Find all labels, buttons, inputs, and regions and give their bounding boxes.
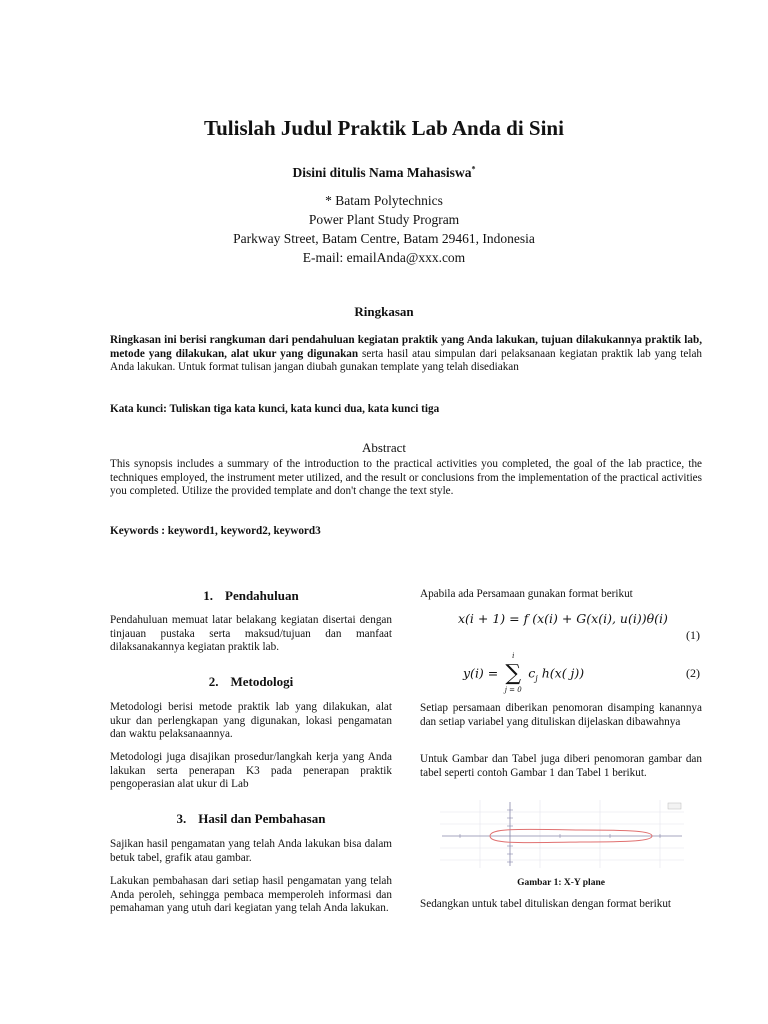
section-number: 3.	[176, 811, 187, 826]
affiliation-institution: * Batam Polytechnics	[325, 193, 443, 208]
figure-legend-box	[668, 803, 681, 809]
section-heading-pendahuluan	[110, 587, 392, 605]
equation-2	[463, 652, 585, 694]
equation-2-lhs: y(i) =	[463, 665, 499, 681]
author-name-text: Disini ditulis Nama Mahasiswa	[292, 165, 472, 180]
hasil-paragraph-1: Sajikan hasil pengamatan yang telah Anda lakukan bisa dalam betuk tabel, grafik atau gambar.	[110, 838, 392, 864]
section-title: Metodologi	[230, 674, 294, 689]
figure-table-note: Untuk Gambar dan Tabel juga diberi penomoran gambar dan tabel seperti contoh Gambar 1 dan Tabel 1 berikut.	[420, 753, 702, 779]
equation-explanation: Setiap persamaan diberikan penomoran disamping kanannya dan setiap variabel yang dituliskan dijelaskan dibawahnya	[420, 702, 702, 728]
section-heading-metodologi	[110, 673, 392, 691]
page-title: Tulislah Judul Praktik Lab Anda di Sini	[204, 116, 564, 140]
equation-2-coefficient: c	[528, 665, 536, 681]
equation-2-number: (2)	[686, 666, 700, 680]
author-name	[0, 164, 768, 182]
ringkasan-bold-text: Ringkasan ini berisi rangkuman dari pendahuluan kegiatan praktik yang Anda lakukan, tujuan dilakukannya praktik lab, metode yang dilakukan, alat ukur yang digunakan	[110, 334, 702, 360]
section-heading-hasil	[110, 810, 392, 828]
sum-upper-limit: i	[512, 652, 515, 660]
ringkasan-keywords: Kata kunci: Tuliskan tiga kata kunci, kata kunci dua, kata kunci tiga	[110, 403, 440, 415]
metodologi-paragraph-1: Metodologi berisi metode praktik lab yang dilakukan, alat ukur dan perlengkapan yang digunakan, lokasi pengamatan dan waktu pelaksanaannya.	[110, 701, 392, 741]
abstract-keywords: Keywords : keyword1, keyword2, keyword3	[110, 525, 321, 537]
equation-intro: Apabila ada Persamaan gunakan format berikut	[420, 588, 633, 600]
section-number: 2.	[208, 674, 219, 689]
equation-2-subscript: j	[535, 674, 538, 683]
ringkasan-heading: Ringkasan	[354, 304, 414, 319]
section-number: 1.	[203, 588, 214, 603]
summation-symbol: ∑ i j = 0	[502, 663, 524, 685]
xy-plane-figure	[440, 800, 684, 868]
equation-1: x(i + 1) = f (x(i) + G(x(i), u(i))θ(i)	[458, 611, 668, 626]
metodologi-paragraph-2: Metodologi juga disajikan prosedur/langkah kerja yang Anda lakukan serta penerapan K3 pada penerapan praktik pengoperasian alat ukur di Lab	[110, 751, 392, 791]
section-title: Hasil dan Pembahasan	[198, 811, 326, 826]
abstract-text: This synopsis includes a summary of the introduction to the practical activities you completed, the goal of the lab practice, the techniques employed, the instrument meter utilized, and the result or conclusions from the implementation of the practical activities you completed. Utilize the provided template and don't change the text style.	[110, 458, 702, 498]
equation-2-function: h(x( j))	[541, 665, 585, 681]
affiliation-email: E-mail: emailAnda@xxx.com	[302, 250, 466, 265]
pendahuluan-paragraph: Pendahuluan memuat latar belakang kegiatan disertai dengan tinjauan pustaka serta maksud/tujuan dan manfaat dilaksanakannya kegiatan praktik lab.	[110, 614, 392, 654]
affiliation-program: Power Plant Study Program	[308, 212, 460, 227]
hasil-paragraph-2: Lakukan pembahasan dari setiap hasil pengamatan yang telah Anda peroleh, sehingga pembaca memperoleh informasi dan pemahaman yang utuh dari kegiatan yang telah Anda lakukan.	[110, 875, 392, 915]
affiliation-block	[0, 191, 768, 267]
affiliation-address: Parkway Street, Batam Centre, Batam 29461, Indonesia	[233, 231, 535, 246]
abstract-heading: Abstract	[361, 440, 407, 455]
ringkasan-text	[110, 334, 702, 375]
ringkasan-normal-text: serta hasil atau simpulan dari pelaksanaan kegiatan praktik lab yang telah Anda lakukan. Untuk format tulisan jangan diubah gunakan template yang telah disediakan	[110, 347, 703, 374]
equation-1-number: (1)	[686, 628, 700, 642]
sum-lower-limit: j = 0	[504, 686, 522, 694]
author-mark: *	[471, 164, 476, 174]
section-title: Pendahuluan	[225, 588, 299, 603]
figure-caption: Gambar 1: X-Y plane	[517, 878, 605, 888]
table-intro: Sedangkan untuk tabel dituliskan dengan format berikut	[420, 898, 672, 910]
